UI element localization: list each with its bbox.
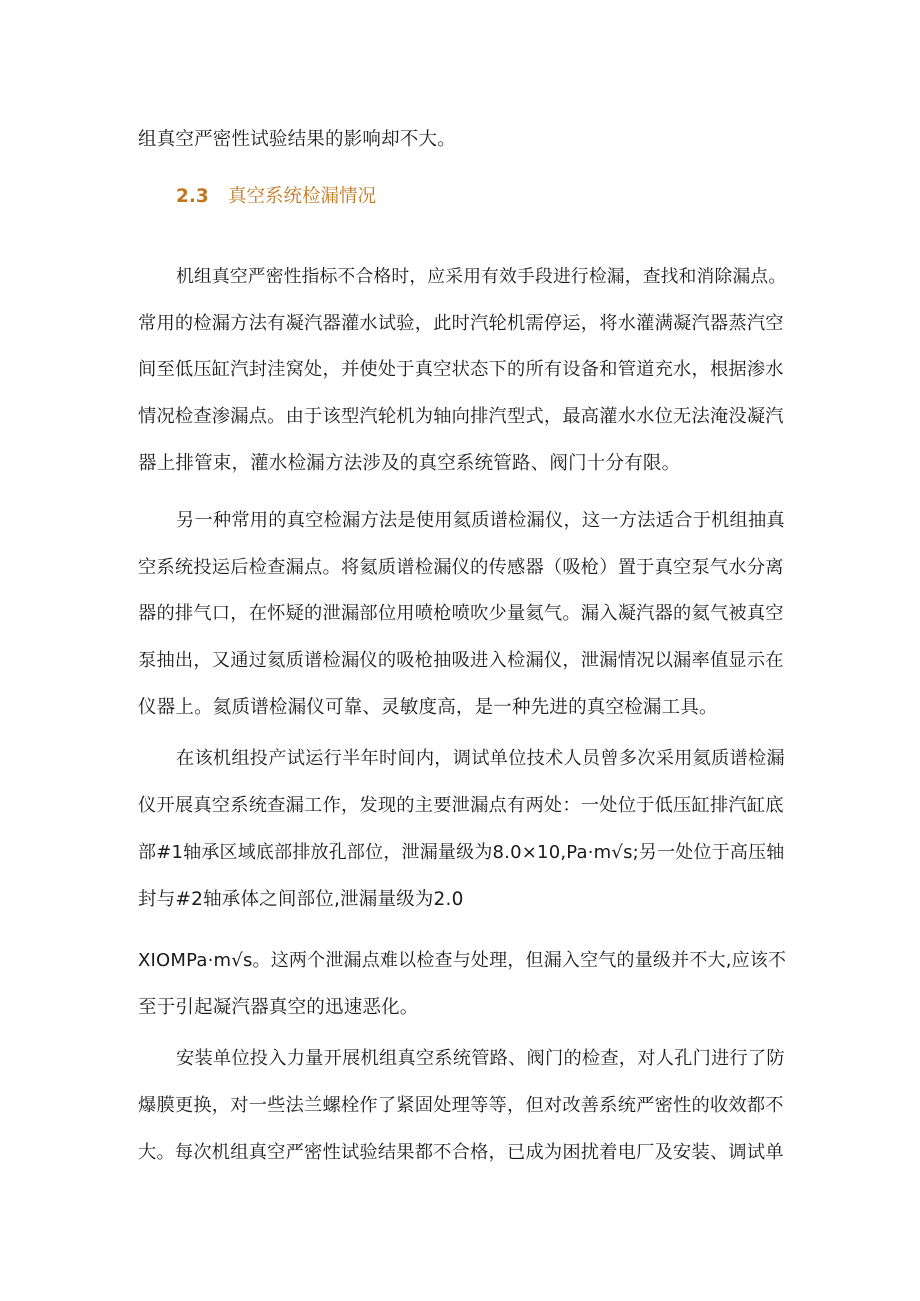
text-line: 部#1轴承区域底部排放孔部位，泄漏量级为8.0×10,Pa·m√s;另一处位于高压轴 (138, 842, 785, 863)
text-line: 仪开展真空系统查漏工作，发现的主要泄漏点有两处：一处位于低压缸排汽缸底 (138, 795, 784, 816)
text-line: 机组真空严密性指标不合格时，应采用有效手段进行检漏，查找和消除漏点。 (176, 267, 787, 287)
text-line: 另一种常用的真空检漏方法是使用氦质谱检漏仪，这一方法适合于机组抽真 (176, 510, 785, 531)
text-line: 封与#2轴承体之间部位,泄漏量级为2.0 (138, 889, 464, 910)
text-line: 在该机组投产试运行半年时间内，调试单位技术人员曾多次采用氦质谱检漏 (176, 748, 785, 769)
section-heading (176, 184, 376, 210)
text-line: XIOMPa·m√s。这两个泄漏点难以检查与处理，但漏入空气的量级并不大,应该不 (138, 950, 787, 971)
text-line: 器上排管束，灌水检漏方法涉及的真空系统管路、阀门十分有限。 (138, 453, 681, 474)
text-line: 泵抽出，又通过氦质谱检漏仪的吸枪抽吸进入检漏仪，泄漏情况以漏率值显示在 (138, 650, 784, 671)
text-line: 爆膜更换，对一些法兰螺栓作了紧固处理等等，但对改善系统严密性的收效都不 (138, 1095, 784, 1116)
text-line: 安装单位投入力量开展机组真空系统管路、阀门的检查，对人孔门进行了防 (176, 1048, 785, 1069)
text-line: 器的排气口，在怀疑的泄漏部位用喷枪喷吹少量氦气。漏入凝汽器的氦气被真空 (138, 603, 784, 624)
text-line: 至于引起凝汽器真空的迅速恶化。 (138, 997, 419, 1018)
text-line: 空系统投运后检查漏点。将氦质谱检漏仪的传感器（吸枪）置于真空泵气水分离 (138, 557, 784, 578)
text-line: 仪器上。氦质谱检漏仪可靠、灵敏度高，是一种先进的真空检漏工具。 (138, 697, 718, 718)
text-line: 大。每次机组真空严密性试验结果都不合格，已成为困扰着电厂及安装、调试单 (138, 1142, 784, 1163)
section-title: 真空系统检漏情况 (228, 186, 377, 207)
section-number: 2.3 (176, 186, 209, 207)
text-line: 情况检查渗漏点。由于该型汽轮机为轴向排汽型式，最高灌水水位无法淹没凝汽 (138, 406, 784, 427)
text-line: 组真空严密性试验结果的影响却不大。 (138, 129, 456, 150)
text-line: 常用的检漏方法有凝汽器灌水试验，此时汽轮机需停运，将水灌满凝汽器蒸汽空 (138, 313, 784, 334)
text-line: 间至低压缸汽封洼窝处，并使处于真空状态下的所有设备和管道充水，根据渗水 (138, 359, 784, 380)
